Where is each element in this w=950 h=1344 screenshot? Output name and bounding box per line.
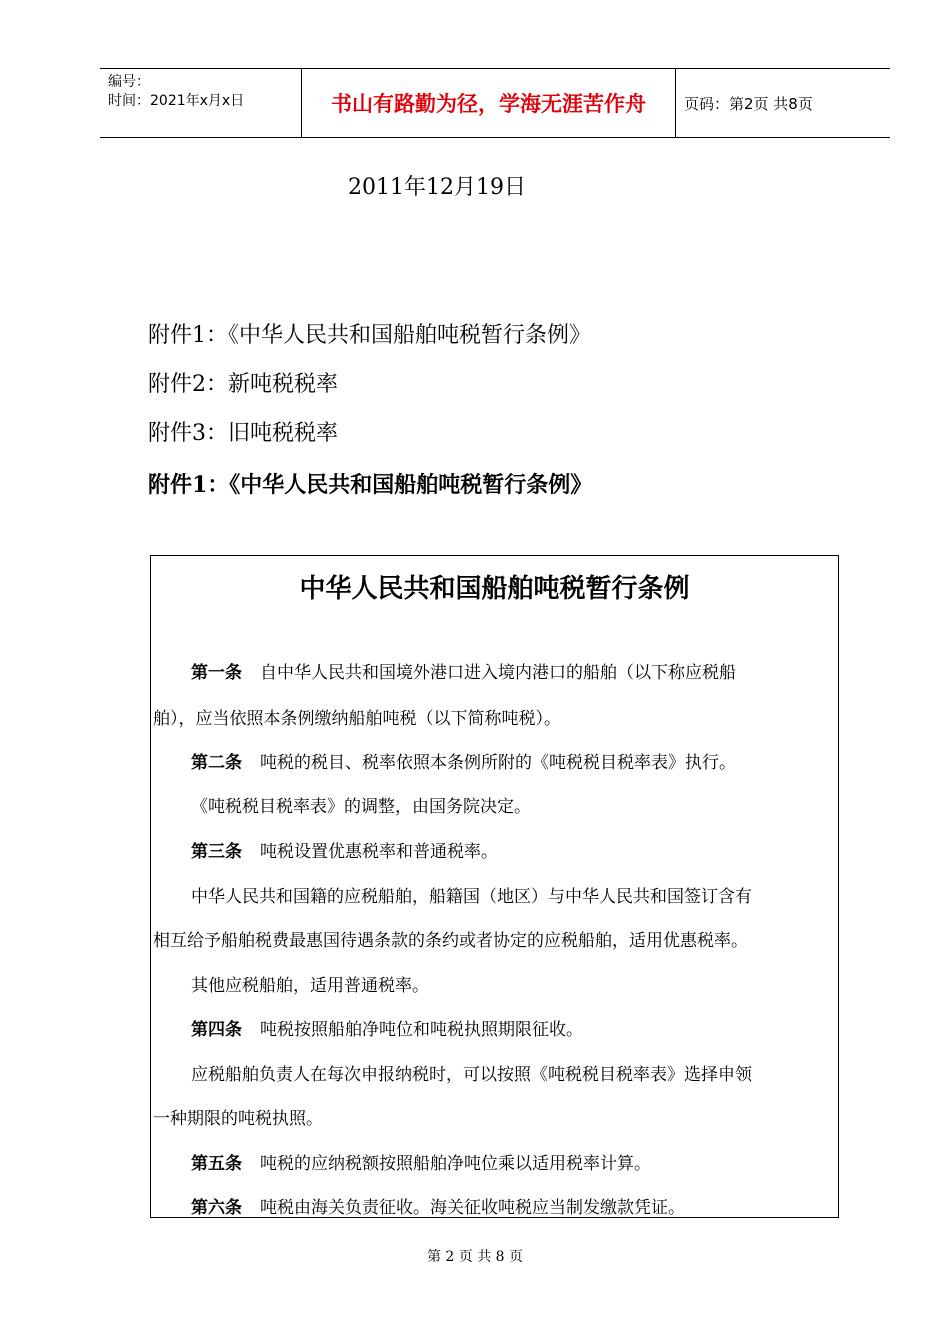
header-motto: 书山有路勤为径，学海无涯苦作舟 (331, 91, 646, 116)
article-label: 第六条 (191, 1198, 242, 1218)
page-footer: 第 2 页 共 8 页 (426, 1249, 524, 1265)
header-meta (108, 73, 303, 111)
article-text: 吨税设置优惠税率和普通税率。 (260, 842, 498, 862)
regulation-line (191, 882, 752, 907)
regulation-frame (150, 555, 839, 1218)
regulation-title: 中华人民共和国船舶吨税暂行条例 (299, 574, 690, 604)
regulation-line (191, 792, 531, 817)
regulation-line (191, 1060, 752, 1085)
regulation-line (153, 926, 748, 951)
article-text: 一种期限的吨税执照。 (153, 1109, 323, 1129)
regulation-line (191, 1149, 651, 1174)
header-divider (675, 69, 676, 137)
regulation-line (191, 1193, 685, 1218)
article-label: 第一条 (191, 663, 242, 683)
article-text: 吨税的应纳税额按照船舶净吨位乘以适用税率计算。 (260, 1154, 651, 1174)
header-time-label: 时间：2021年x月x日 (108, 93, 245, 109)
header-number-label: 编号： (108, 74, 150, 90)
regulation-line (153, 704, 561, 729)
regulation-line (191, 658, 736, 683)
attachment-item-3: 附件3：旧吨税税率 (148, 421, 338, 446)
article-text: 应税船舶负责人在每次申报纳税时，可以按照《吨税税目税率表》选择申领 (191, 1065, 752, 1085)
article-text: 吨税的税目、税率依照本条例所附的《吨税税目税率表》执行。 (260, 753, 736, 773)
regulation-line (191, 971, 429, 996)
header-page-label: 页码：第2页 共8页 (684, 94, 813, 113)
document-date: 2011年12月19日 (348, 175, 526, 200)
article-text: 相互给予船舶税费最惠国待遇条款的条约或者协定的应税船舶，适用优惠税率。 (153, 931, 748, 951)
article-label: 第五条 (191, 1154, 242, 1174)
regulation-line (191, 1015, 583, 1040)
attachment-heading: 附件1：《中华人民共和国船舶吨税暂行条例》 (148, 472, 593, 498)
attachment-item-1: 附件1：《中华人民共和国船舶吨税暂行条例》 (148, 323, 591, 348)
article-label: 第二条 (191, 753, 242, 773)
article-label: 第四条 (191, 1020, 242, 1040)
regulation-line (191, 837, 498, 862)
regulation-line (153, 1104, 323, 1129)
article-label: 第三条 (191, 842, 242, 862)
attachment-item-2: 附件2：新吨税税率 (148, 372, 338, 397)
regulation-line (191, 748, 736, 773)
article-text: 《吨税税目税率表》的调整，由国务院决定。 (191, 797, 531, 817)
page-header (100, 68, 890, 138)
article-text: 中华人民共和国籍的应税船舶，船籍国（地区）与中华人民共和国签订含有 (191, 887, 752, 907)
article-text: 吨税按照船舶净吨位和吨税执照期限征收。 (260, 1020, 583, 1040)
article-text: 其他应税船舶，适用普通税率。 (191, 976, 429, 996)
article-text: 自中华人民共和国境外港口进入境内港口的船舶（以下称应税船 (260, 663, 736, 683)
article-text: 舶），应当依照本条例缴纳船舶吨税（以下简称吨税）。 (153, 709, 561, 729)
article-text: 吨税由海关负责征收。海关征收吨税应当制发缴款凭证。 (260, 1198, 685, 1218)
